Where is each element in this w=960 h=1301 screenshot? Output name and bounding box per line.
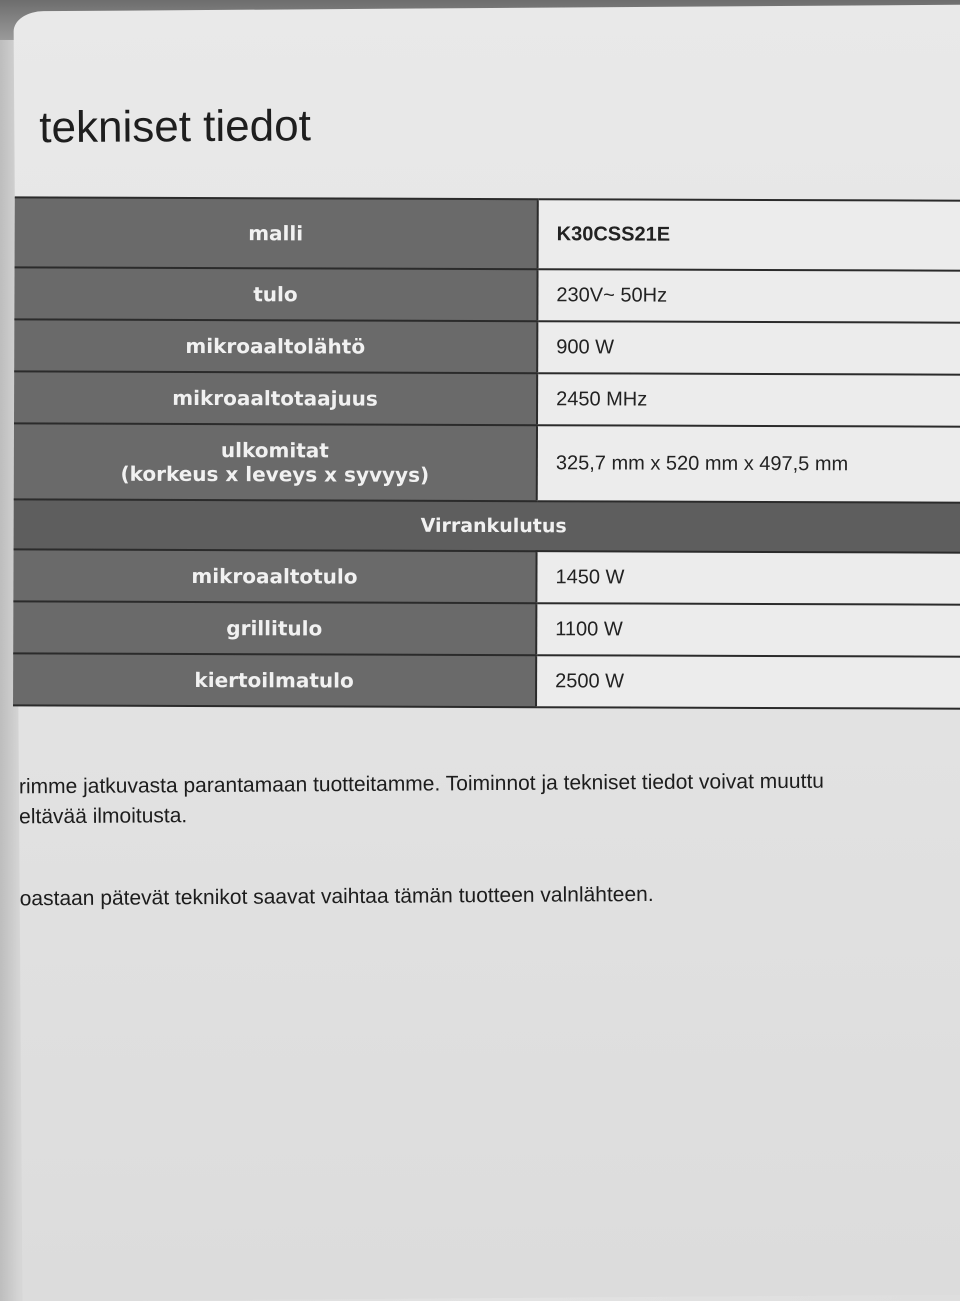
spec-value: 1100 W bbox=[536, 603, 960, 657]
section-header: Virrankulutus bbox=[14, 499, 960, 552]
spec-value: 2450 MHz bbox=[537, 373, 960, 427]
spec-label bbox=[14, 423, 537, 501]
spec-label: mikroaaltotulo bbox=[13, 549, 536, 603]
spec-value: 2500 W bbox=[536, 655, 960, 709]
model-value: K30CSS21E bbox=[556, 222, 671, 246]
spec-value: 900 W bbox=[537, 321, 960, 375]
note-line: eltävää ilmoitusta. bbox=[19, 804, 188, 829]
spec-label: grillitulo bbox=[13, 601, 536, 655]
note-line: rimme jatkuvasta parantamaan tuotteitamme. Toiminnot ja tekniset tiedot voivat muuttu bbox=[18, 769, 824, 799]
spec-value bbox=[538, 199, 960, 271]
document-page bbox=[14, 5, 960, 1301]
section-header-row bbox=[14, 499, 960, 552]
note-line: oastaan pätevät teknikot saavat vaihtaa tämän tuotteen valnlähteen. bbox=[19, 882, 654, 911]
spec-table bbox=[13, 196, 960, 709]
table-row bbox=[14, 319, 960, 374]
table-row bbox=[14, 423, 960, 502]
spec-label: malli bbox=[15, 197, 538, 269]
spec-label-line1: ulkomitat bbox=[220, 438, 329, 463]
page-title: tekniset tiedot bbox=[39, 101, 311, 153]
spec-label: mikroaaltotaajuus bbox=[14, 371, 537, 425]
table-row bbox=[14, 371, 960, 426]
table-row bbox=[13, 653, 960, 708]
spec-value: 325,7 mm x 520 mm x 497,5 mm bbox=[537, 425, 960, 503]
spec-label: mikroaaltolähtö bbox=[14, 319, 537, 373]
spec-label: tulo bbox=[14, 267, 537, 321]
table-row bbox=[14, 267, 960, 322]
spec-value: 230V~ 50Hz bbox=[537, 269, 960, 323]
table-row bbox=[13, 601, 960, 656]
table-row bbox=[13, 549, 960, 604]
spec-label-line2: (korkeus x leveys x syvyys) bbox=[120, 461, 430, 487]
table-row bbox=[15, 197, 960, 270]
spec-label: kiertoilmatulo bbox=[13, 653, 536, 707]
spec-value: 1450 W bbox=[536, 551, 960, 605]
